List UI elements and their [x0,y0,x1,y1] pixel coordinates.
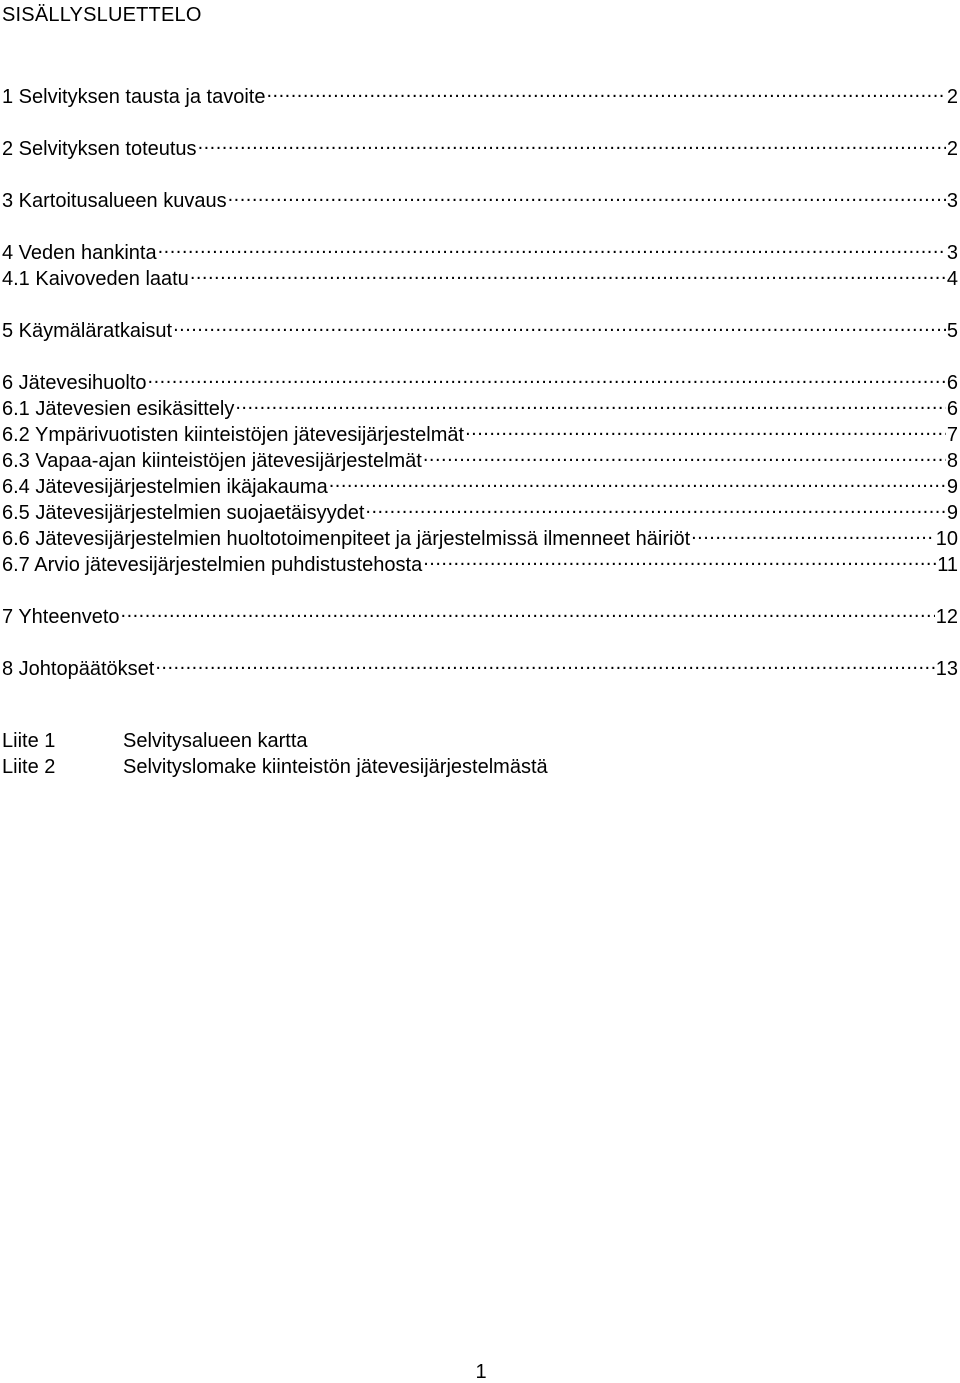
toc-entry-page: 8 [946,450,958,472]
toc-entry-label: 2 Selvityksen toteutus [2,138,197,160]
toc-entry-6-3[interactable] [2,443,958,472]
toc-leader-dots [155,651,934,675]
toc-entry-4[interactable] [2,235,958,264]
toc-leader-dots [329,469,946,493]
appendix-2 [2,755,902,779]
toc-entry-6-7[interactable] [2,547,958,576]
toc-leader-dots [228,183,946,207]
toc-leader-dots [423,443,946,467]
toc-entry-label: 4 Veden hankinta [2,242,157,264]
toc-leader-dots [235,391,946,415]
toc-entry-page: 3 [946,190,958,212]
toc-leader-dots [148,365,946,389]
toc-entry-label: 6.7 Arvio jätevesijärjestelmien puhdistustehosta [2,554,423,576]
toc-entry-6-6[interactable] [2,521,958,550]
toc-entry-3[interactable] [2,183,958,212]
toc-entry-label: 6.4 Jätevesijärjestelmien ikäjakauma [2,476,328,498]
toc-entry-label: 6.5 Jätevesijärjestelmien suojaetäisyydet [2,502,365,524]
appendix-label: Liite 1 [2,730,56,752]
toc-leader-dots [158,235,946,259]
toc-leader-dots [691,521,935,545]
toc-entry-8[interactable] [2,651,958,680]
toc-leader-dots [465,417,946,441]
toc-entry-label: 6.6 Jätevesijärjestelmien huoltotoimenpiteet ja järjestelmissä ilmenneet häiriöt [2,528,691,550]
toc-entry-page: 7 [946,424,958,446]
toc-entry-1[interactable] [2,79,958,108]
toc-entry-page: 3 [946,242,958,264]
toc-entry-7[interactable] [2,599,958,628]
toc-entry-page: 5 [946,320,958,342]
appendix-1 [2,729,902,753]
toc-entry-page: 4 [946,268,958,290]
toc-entry-6-5[interactable] [2,495,958,524]
page-number [0,1361,960,1383]
toc-entry-label: 3 Kartoitusalueen kuvaus [2,190,227,212]
toc-entry-6-2[interactable] [2,417,958,446]
toc-entry-page: 13 [935,658,958,680]
toc-entry-label: 4.1 Kaivoveden laatu [2,268,189,290]
toc-entry-label: 6 Jätevesihuolto [2,372,147,394]
page-title: SISÄLLYSLUETTELO [2,4,202,26]
toc-entry-6[interactable] [2,365,958,394]
toc-leader-dots [190,261,946,285]
toc-leader-dots [423,547,936,571]
toc-entry-label: 7 Yhteenveto [2,606,120,628]
toc-leader-dots [365,495,945,519]
toc-leader-dots [266,79,945,103]
toc-entry-page: 6 [946,372,958,394]
toc-entry-label: 6.1 Jätevesien esikäsittely [2,398,235,420]
toc-leader-dots [198,131,946,155]
toc-entry-4-1[interactable] [2,261,958,290]
appendix-title: Selvitysalueen kartta [123,730,308,752]
toc-leader-dots [173,313,946,337]
appendix-title: Selvityslomake kiinteistön jätevesijärjestelmästä [123,756,548,778]
toc-entry-page: 2 [946,138,958,160]
toc-leader-dots [121,599,935,623]
toc-entry-page: 2 [946,86,958,108]
toc-entry-6-1[interactable] [2,391,958,420]
toc-entry-page: 9 [946,476,958,498]
toc-entry-label: 8 Johtopäätökset [2,658,155,680]
toc-entry-5[interactable] [2,313,958,342]
toc-entry-page: 12 [935,606,958,628]
toc-entry-label: 6.2 Ympärivuotisten kiinteistöjen jätevesijärjestelmät [2,424,465,446]
toc-entry-6-4[interactable] [2,469,958,498]
toc-entry-page: 11 [937,554,958,576]
toc-entry-label: 1 Selvityksen tausta ja tavoite [2,86,266,108]
toc-entry-page: 6 [946,398,958,420]
toc-entry-label: 5 Käymäläratkaisut [2,320,173,342]
page-number-text: 1 [475,1361,487,1383]
toc-entry-2[interactable] [2,131,958,160]
toc-entry-label: 6.3 Vapaa-ajan kiinteistöjen jätevesijärjestelmät [2,450,422,472]
toc-entry-page: 9 [946,502,958,524]
toc-entry-page: 10 [935,528,958,550]
appendix-label: Liite 2 [2,756,56,778]
